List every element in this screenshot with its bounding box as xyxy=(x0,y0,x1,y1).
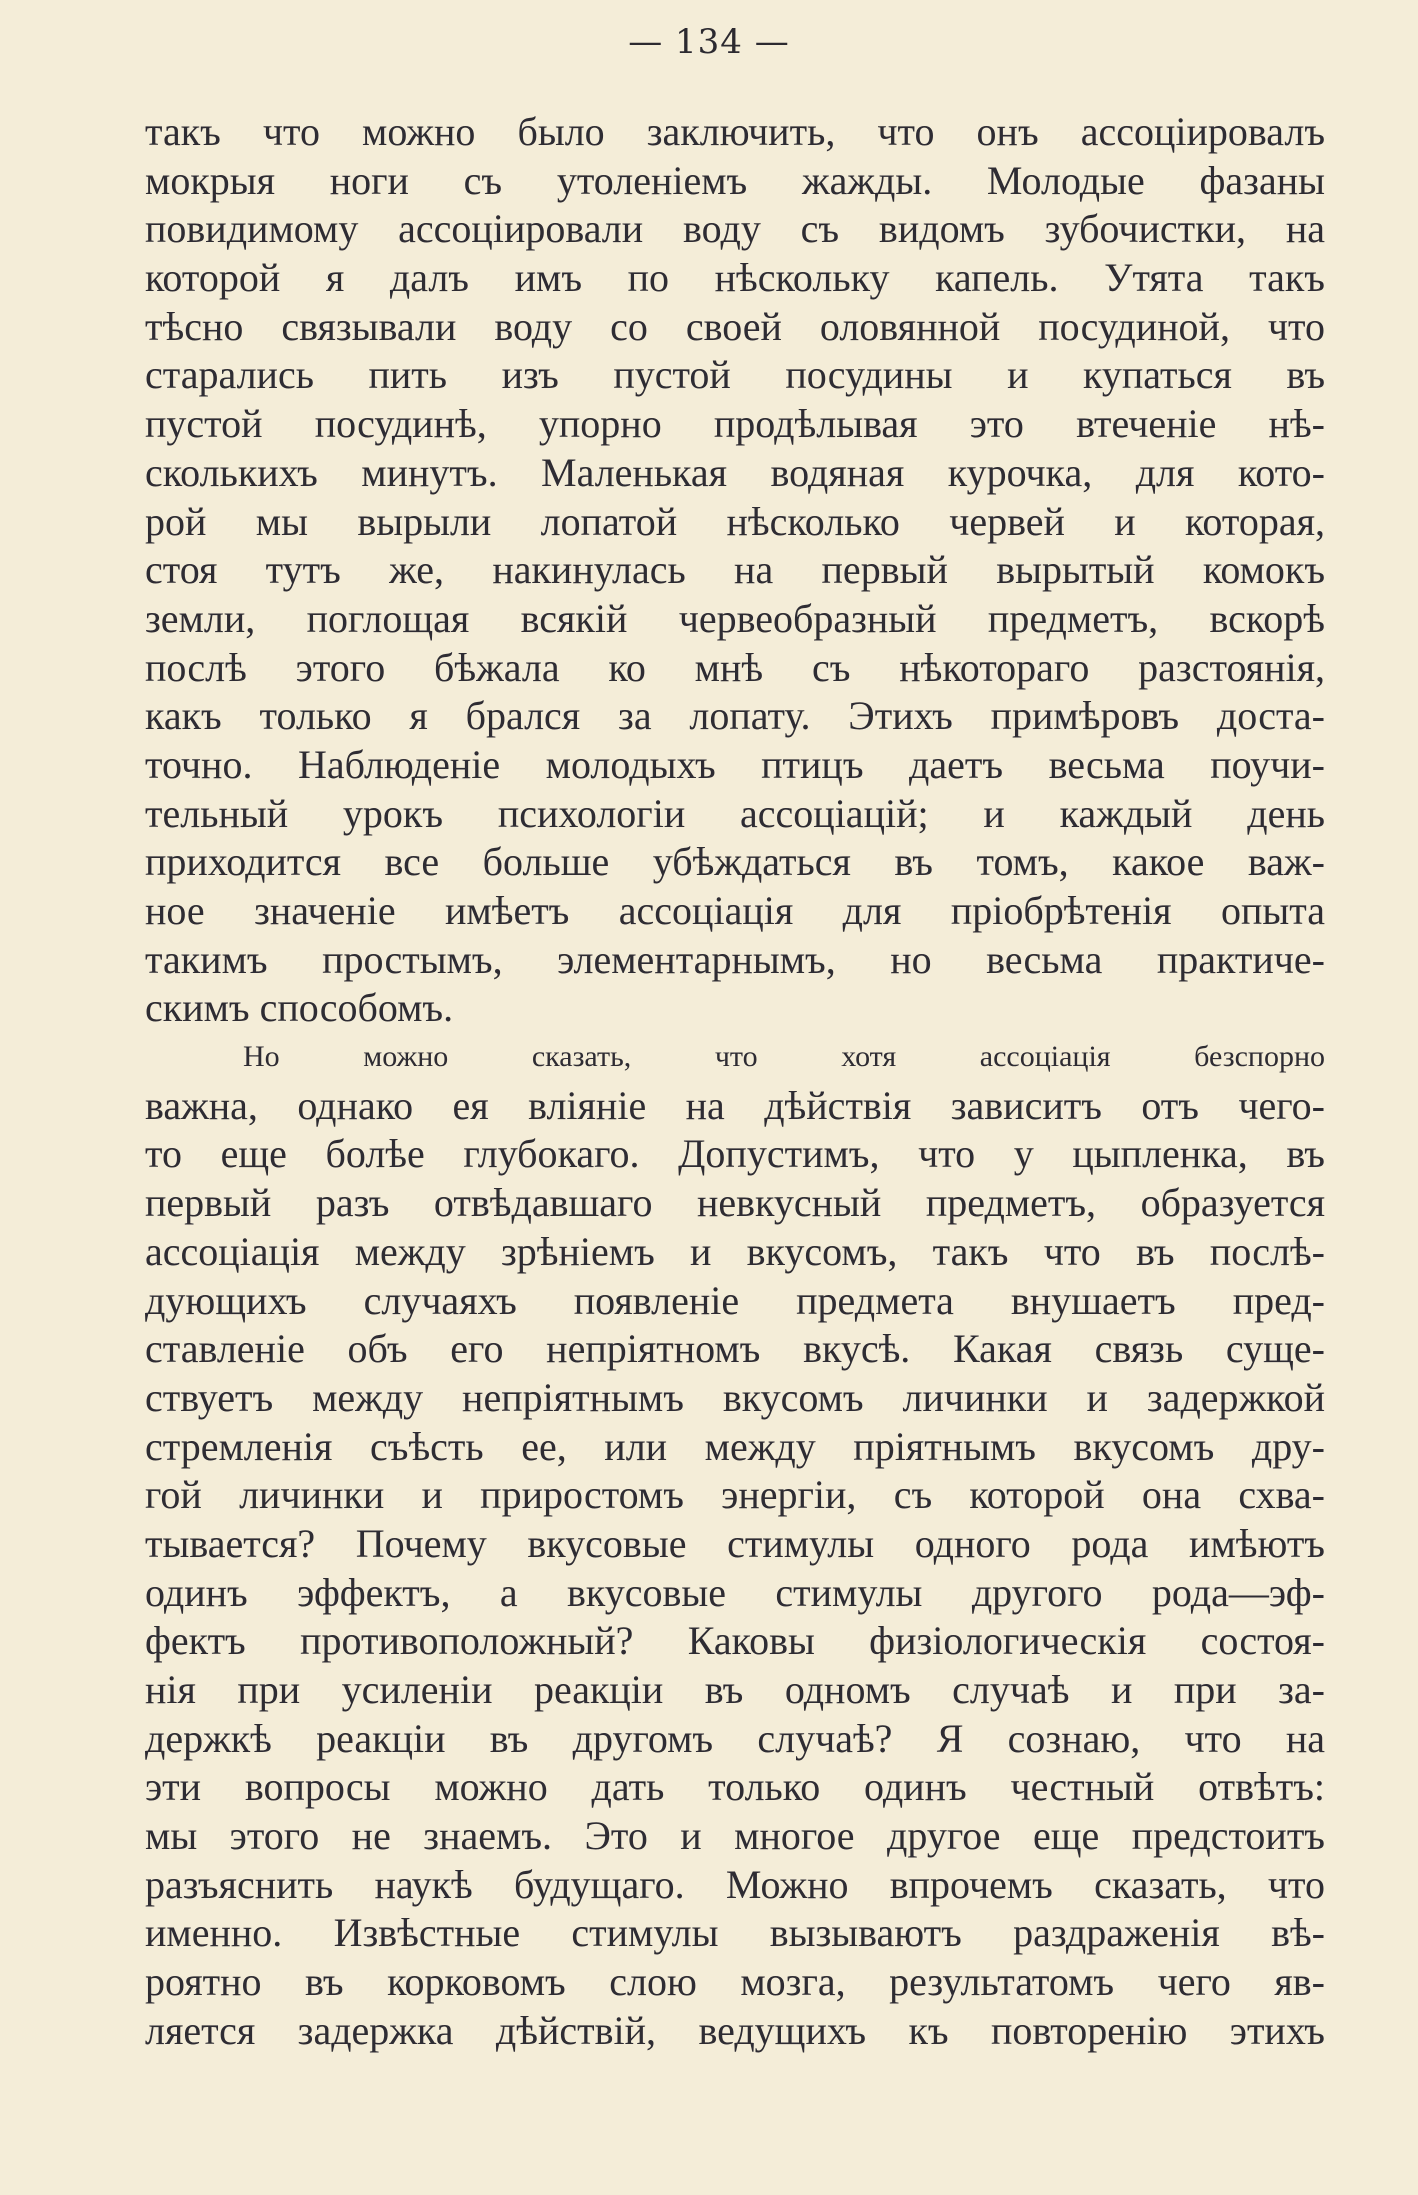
text-line: Но можно сказать, что хотя ассоціація безспорно xyxy=(243,1040,1325,1074)
text-line: стремленія съѣсть ее, или между пріятнымъ вкусомъ дру- xyxy=(145,1423,1325,1469)
text-line: повидимому ассоціировали воду съ видомъ зубочистки, на xyxy=(145,206,1325,252)
text-line: мокрыя ноги съ утоленіемъ жажды. Молодые фазаны xyxy=(145,157,1325,203)
text-line: тывается? Почему вкусовые стимулы одного рода имѣютъ xyxy=(145,1520,1325,1566)
text-line: нія при усиленіи реакціи въ одномъ случаѣ и при за- xyxy=(145,1667,1325,1712)
body-text xyxy=(145,108,1325,2056)
text-line: эти вопросы можно дать только одинъ честный отвѣтъ: xyxy=(145,1764,1325,1810)
text-line: скимъ способомъ. xyxy=(145,985,454,1031)
text-line: одинъ эффектъ, а вкусовые стимулы другого рода—эф- xyxy=(145,1569,1325,1615)
text-line: важна, однако ея вліяніе на дѣйствія зависитъ отъ чего- xyxy=(145,1082,1325,1128)
text-line: такъ что можно было заключить, что онъ ассоціировалъ xyxy=(145,109,1325,154)
text-line: старались пить изъ пустой посудины и купаться въ xyxy=(145,352,1325,398)
text-line: точно. Наблюденіе молодыхъ птицъ даетъ весьма поучи- xyxy=(145,741,1325,787)
text-line: тѣсно связывали воду со своей оловянной посудиной, что xyxy=(145,303,1325,349)
text-line: роятно въ корковомъ слою мозга, результатомъ чего яв- xyxy=(145,1959,1325,2005)
page-number: — 134 — xyxy=(628,22,790,62)
text-line: ставленіе объ его непріятномъ вкусѣ. Какая связь суще- xyxy=(145,1326,1325,1372)
text-line: послѣ этого бѣжала ко мнѣ съ нѣкотораго разстоянія, xyxy=(145,644,1325,690)
text-line: сколькихъ минутъ. Маленькая водяная курочка, для кото- xyxy=(145,449,1325,495)
text-line: ное значеніе имѣетъ ассоціація для пріобрѣтенія опыта xyxy=(145,888,1325,933)
text-line: именно. Извѣстные стимулы вызываютъ раздраженія вѣ- xyxy=(145,1910,1325,1956)
text-line: стоя тутъ же, накинулась на первый вырытый комокъ xyxy=(145,547,1325,593)
text-line: пустой посудинѣ, упорно продѣлывая это втеченіе нѣ- xyxy=(145,401,1325,447)
text-line: мы этого не знаемъ. Это и многое другое еще предстоитъ xyxy=(145,1813,1325,1859)
text-line: разъяснить наукѣ будущаго. Можно впрочемъ сказать, что xyxy=(145,1861,1325,1907)
text-line: ляется задержка дѣйствій, ведущихъ къ повторенію этихъ xyxy=(145,2007,1325,2053)
text-line: рой мы вырыли лопатой нѣсколько червей и которая, xyxy=(145,498,1325,544)
text-line: то еще болѣе глубокаго. Допустимъ, что у цыпленка, въ xyxy=(145,1131,1325,1177)
text-line: держкѣ реакціи въ другомъ случаѣ? Я сознаю, что на xyxy=(145,1715,1325,1761)
text-line: которой я далъ имъ по нѣскольку капель. Утята такъ xyxy=(145,255,1325,301)
text-line: такимъ простымъ, элементарнымъ, но весьма практиче- xyxy=(145,936,1325,982)
text-line: первый разъ отвѣдавшаго невкусный предметъ, образуется xyxy=(145,1180,1325,1226)
text-line: тельный урокъ психологіи ассоціацій; и каждый день xyxy=(145,790,1325,836)
text-line: ствуетъ между непріятнымъ вкусомъ личинки и задержкой xyxy=(145,1374,1325,1420)
text-line: приходится все больше убѣждаться въ томъ, какое важ- xyxy=(145,839,1325,885)
text-line: фектъ противоположный? Каковы физіологическія состоя- xyxy=(145,1618,1325,1664)
text-line: гой личинки и приростомъ энергіи, съ которой она схва- xyxy=(145,1472,1325,1518)
text-line: земли, поглощая всякій червеобразный предметъ, вскорѣ xyxy=(145,595,1325,641)
text-line: дующихъ случаяхъ появленіе предмета внушаетъ пред- xyxy=(145,1277,1325,1323)
text-line: ассоціація между зрѣніемъ и вкусомъ, такъ что въ послѣ- xyxy=(145,1228,1325,1274)
text-line: какъ только я брался за лопату. Этихъ примѣровъ доста- xyxy=(145,693,1325,739)
